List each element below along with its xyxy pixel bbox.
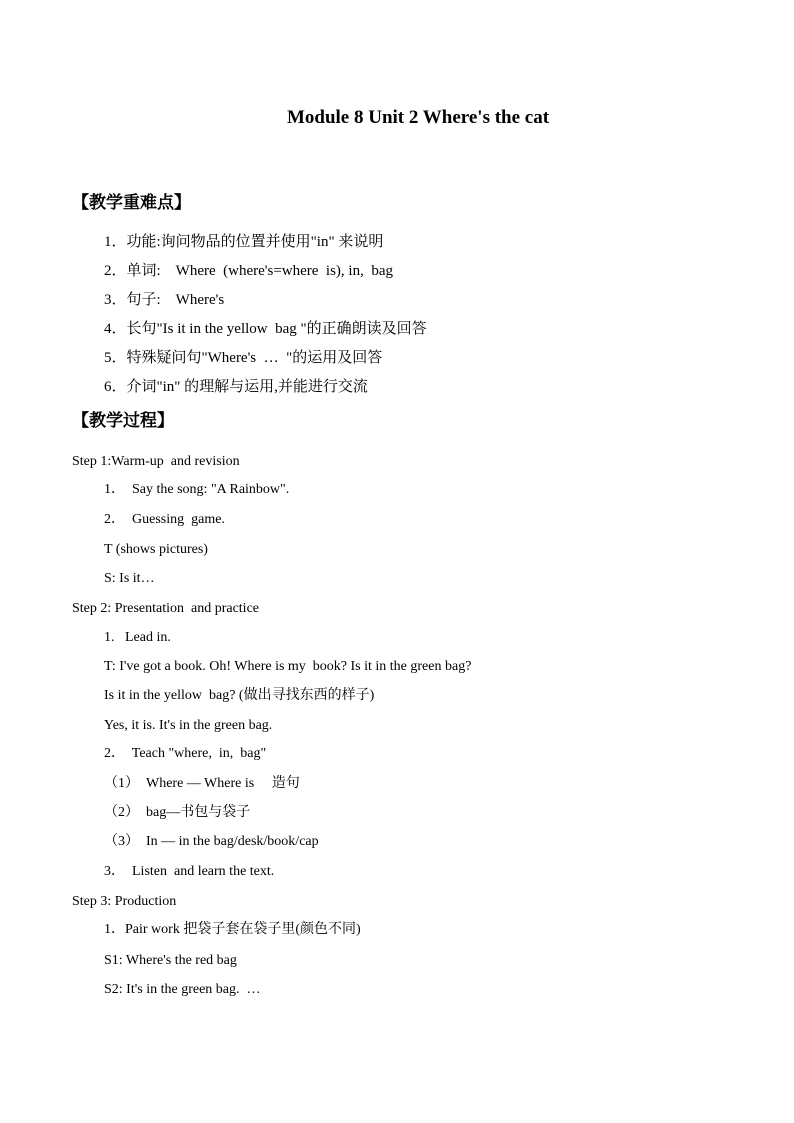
key-point-item: 5．特殊疑问句"Where's … "的运用及回答: [104, 350, 383, 366]
process-line: S2: It's in the green bag. …: [104, 982, 261, 997]
process-line: S: Is it…: [104, 571, 155, 586]
process-line: 3． Listen and learn the text.: [104, 864, 275, 879]
key-point-item: 6．介词"in" 的理解与运用,并能进行交流: [104, 379, 368, 395]
section-heading-process: 【教学过程】: [72, 411, 174, 431]
key-point-item: 1．功能:询问物品的位置并使用"in" 来说明: [104, 234, 384, 250]
process-line: Is it in the yellow bag? (做出寻找东西的样子): [104, 688, 375, 703]
process-line: 1．Pair work 把袋子套在袋子里(颜色不同): [104, 922, 361, 937]
step-heading: Step 2: Presentation and practice: [72, 601, 259, 616]
process-line: 2． Teach "where, in, bag": [104, 746, 267, 761]
process-line: （2） bag—书包与袋子: [104, 805, 251, 820]
step-heading: Step 3: Production: [72, 894, 177, 909]
key-point-item: 2．单词: Where (where's=where is), in, bag: [104, 263, 393, 279]
key-point-item: 3．句子: Where's: [104, 292, 225, 308]
section-heading-key-points: 【教学重难点】: [72, 193, 191, 213]
process-line: （1） Where — Where is 造句: [104, 776, 300, 791]
process-line: （3） In — in the bag/desk/book/cap: [104, 834, 319, 849]
process-line: 1. Lead in.: [104, 630, 171, 645]
process-line: S1: Where's the red bag: [104, 953, 237, 968]
key-point-item: 4．长句"Is it in the yellow bag "的正确朗读及回答: [104, 321, 427, 337]
process-line: 1． Say the song: "A Rainbow".: [104, 482, 290, 497]
process-line: 2． Guessing game.: [104, 512, 225, 527]
process-line: Yes, it is. It's in the green bag.: [104, 718, 273, 733]
process-line: T (shows pictures): [104, 542, 208, 557]
step-heading: Step 1:Warm-up and revision: [72, 454, 240, 469]
process-line: T: I've got a book. Oh! Where is my book? Is it in the green bag?: [104, 659, 472, 674]
page-title: Module 8 Unit 2 Where's the cat: [286, 107, 550, 128]
